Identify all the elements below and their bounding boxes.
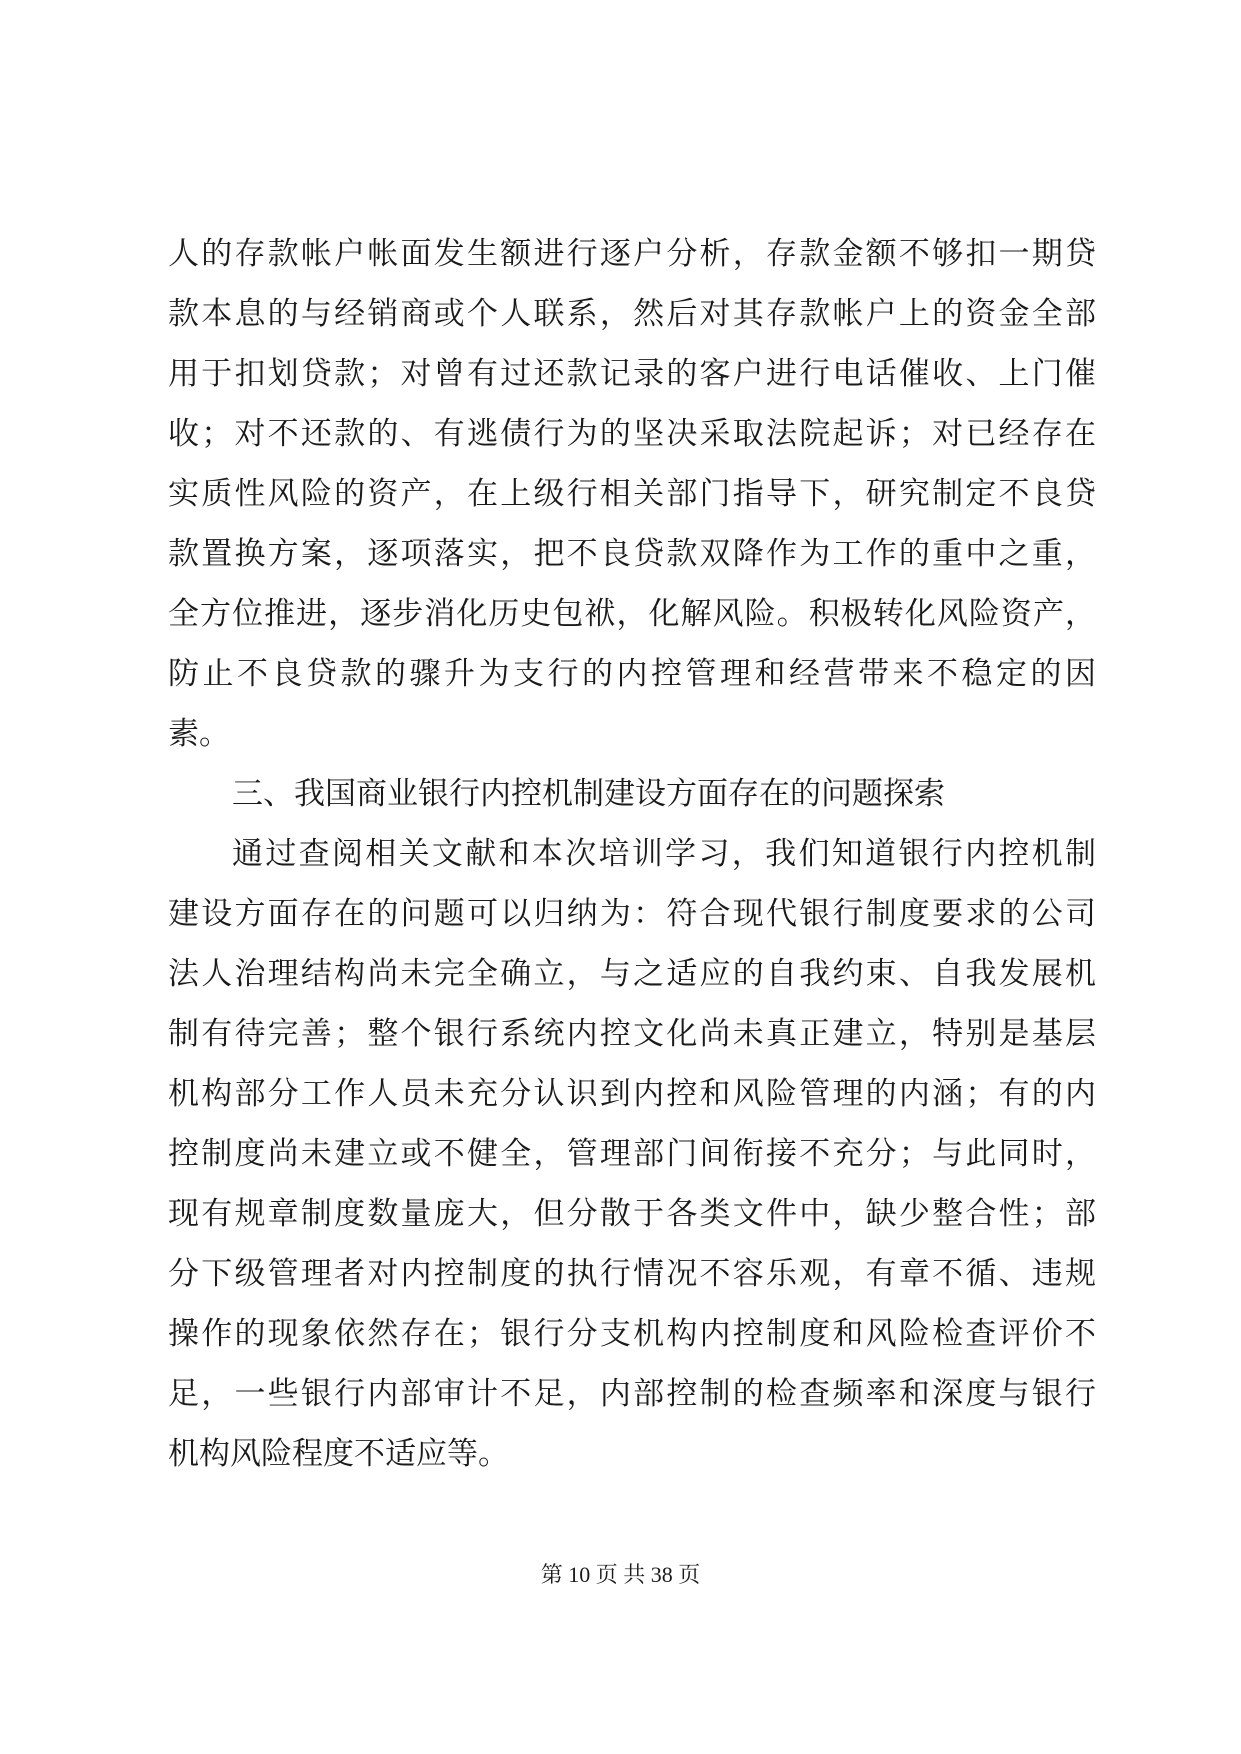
paragraph-2 (168, 824, 1096, 1484)
paragraph-2-line: 建设方面存在的问题可以归纳为：符合现代银行制度要求的公司 (168, 896, 1096, 932)
paragraph-1-line: 款本息的与经销商或个人联系，然后对其存款帐户上的资金全部 (168, 296, 1096, 332)
paragraph-2-line: 法人治理结构尚未完全确立，与之适应的自我约束、自我发展机 (168, 956, 1096, 992)
paragraph-2-line: 机构部分工作人员未充分认识到内控和风险管理的内涵；有的内 (168, 1076, 1096, 1112)
paragraph-1-line: 用于扣划贷款；对曾有过还款记录的客户进行电话催收、上门催 (168, 356, 1096, 392)
paragraph-1-line: 素。 (168, 716, 230, 752)
section-3-heading: 三、我国商业银行内控机制建设方面存在的问题探索 (232, 776, 945, 812)
paragraph-1 (168, 224, 1096, 764)
paragraph-1-line: 全方位推进，逐步消化历史包袱，化解风险。积极转化风险资产， (168, 596, 1096, 632)
paragraph-2-line: 现有规章制度数量庞大，但分散于各类文件中，缺少整合性；部 (168, 1196, 1096, 1232)
paragraph-1-line: 人的存款帐户帐面发生额进行逐户分析，存款金额不够扣一期贷 (168, 236, 1096, 272)
paragraph-2-line: 机构风险程度不适应等。 (168, 1436, 509, 1472)
paragraph-2-line: 操作的现象依然存在；银行分支机构内控制度和风险检查评价不 (168, 1316, 1096, 1352)
paragraph-2-line: 控制度尚未建立或不健全，管理部门间衔接不充分；与此同时， (168, 1136, 1096, 1172)
page-footer: 第 10 页 共 38 页 (540, 1562, 701, 1587)
paragraph-2-line: 制有待完善；整个银行系统内控文化尚未真正建立，特别是基层 (168, 1016, 1096, 1052)
body-text (168, 224, 1096, 1484)
paragraph-2-line: 足，一些银行内部审计不足，内部控制的检查频率和深度与银行 (168, 1376, 1096, 1412)
paragraph-2-line: 通过查阅相关文献和本次培训学习，我们知道银行内控机制 (232, 836, 1096, 872)
paragraph-1-line: 防止不良贷款的骤升为支行的内控管理和经营带来不稳定的因 (168, 656, 1096, 692)
paragraph-1-line: 款置换方案，逐项落实，把不良贷款双降作为工作的重中之重， (168, 536, 1096, 572)
paragraph-1-line: 收；对不还款的、有逃债行为的坚决采取法院起诉；对已经存在 (168, 416, 1096, 452)
paragraph-2-line: 分下级管理者对内控制度的执行情况不容乐观，有章不循、违规 (168, 1256, 1096, 1292)
paragraph-1-line: 实质性风险的资产，在上级行相关部门指导下，研究制定不良贷 (168, 476, 1096, 512)
